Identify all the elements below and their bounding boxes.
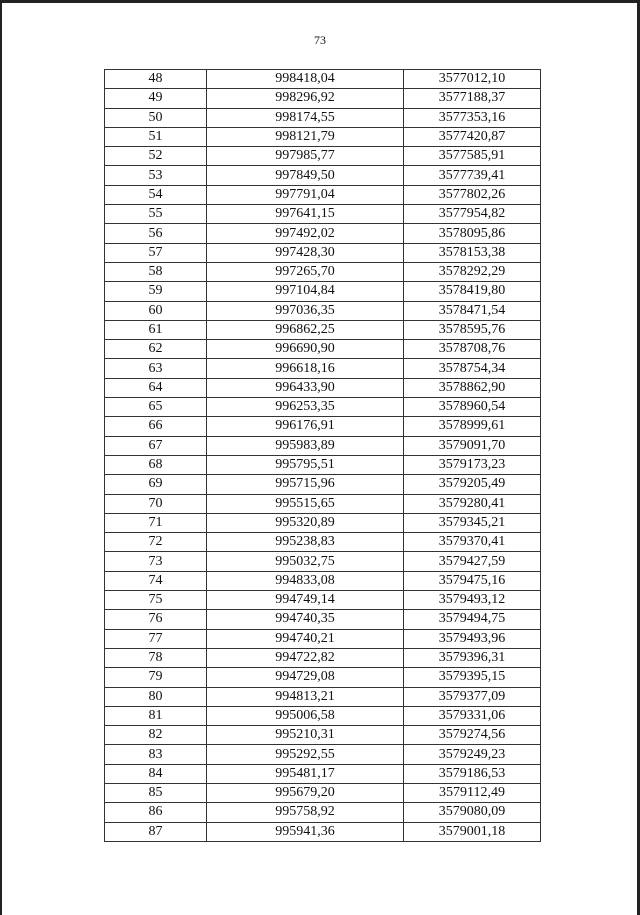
point-number-cell: 64 [105, 378, 207, 397]
y-coordinate-cell: 3579205,49 [404, 475, 541, 494]
y-coordinate-cell: 3578754,34 [404, 359, 541, 378]
table-row [105, 166, 541, 185]
table-row [105, 610, 541, 629]
x-coordinate-cell: 994749,14 [207, 591, 404, 610]
x-coordinate-cell: 998174,55 [207, 108, 404, 127]
x-coordinate-cell: 997849,50 [207, 166, 404, 185]
y-coordinate-cell: 3579331,06 [404, 706, 541, 725]
point-number-cell: 55 [105, 205, 207, 224]
table-row [105, 89, 541, 108]
table-row [105, 783, 541, 802]
point-number-cell: 63 [105, 359, 207, 378]
y-coordinate-cell: 3577012,10 [404, 70, 541, 89]
table-row [105, 552, 541, 571]
x-coordinate-cell: 995515,65 [207, 494, 404, 513]
table-row [105, 494, 541, 513]
table-row [105, 224, 541, 243]
x-coordinate-cell: 994740,35 [207, 610, 404, 629]
point-number-cell: 82 [105, 726, 207, 745]
x-coordinate-cell: 996433,90 [207, 378, 404, 397]
table-row [105, 726, 541, 745]
point-number-cell: 65 [105, 398, 207, 417]
table-row [105, 436, 541, 455]
y-coordinate-cell: 3578595,76 [404, 320, 541, 339]
x-coordinate-cell: 997985,77 [207, 147, 404, 166]
x-coordinate-cell: 996253,35 [207, 398, 404, 417]
point-number-cell: 77 [105, 629, 207, 648]
y-coordinate-cell: 3579493,12 [404, 591, 541, 610]
point-number-cell: 73 [105, 552, 207, 571]
y-coordinate-cell: 3579370,41 [404, 533, 541, 552]
x-coordinate-cell: 994833,08 [207, 571, 404, 590]
y-coordinate-cell: 3578292,29 [404, 262, 541, 281]
x-coordinate-cell: 994813,21 [207, 687, 404, 706]
table-row [105, 591, 541, 610]
y-coordinate-cell: 3577585,91 [404, 147, 541, 166]
y-coordinate-cell: 3578960,54 [404, 398, 541, 417]
point-number-cell: 62 [105, 340, 207, 359]
page-edge-left [0, 0, 2, 915]
y-coordinate-cell: 3578095,86 [404, 224, 541, 243]
y-coordinate-cell: 3577802,26 [404, 185, 541, 204]
table-row [105, 687, 541, 706]
table-row [105, 764, 541, 783]
table-row [105, 455, 541, 474]
point-number-cell: 51 [105, 127, 207, 146]
table-row [105, 147, 541, 166]
y-coordinate-cell: 3577420,87 [404, 127, 541, 146]
point-number-cell: 56 [105, 224, 207, 243]
table-row [105, 571, 541, 590]
point-number-cell: 71 [105, 513, 207, 532]
point-number-cell: 76 [105, 610, 207, 629]
coordinates-table-body [105, 70, 541, 842]
table-row [105, 513, 541, 532]
point-number-cell: 54 [105, 185, 207, 204]
y-coordinate-cell: 3579475,16 [404, 571, 541, 590]
point-number-cell: 58 [105, 262, 207, 281]
point-number-cell: 79 [105, 668, 207, 687]
y-coordinate-cell: 3579173,23 [404, 455, 541, 474]
table-row [105, 185, 541, 204]
x-coordinate-cell: 997492,02 [207, 224, 404, 243]
y-coordinate-cell: 3578708,76 [404, 340, 541, 359]
x-coordinate-cell: 997641,15 [207, 205, 404, 224]
table-row [105, 533, 541, 552]
y-coordinate-cell: 3578419,80 [404, 282, 541, 301]
point-number-cell: 85 [105, 783, 207, 802]
point-number-cell: 49 [105, 89, 207, 108]
point-number-cell: 87 [105, 822, 207, 841]
x-coordinate-cell: 995006,58 [207, 706, 404, 725]
x-coordinate-cell: 997036,35 [207, 301, 404, 320]
point-number-cell: 72 [105, 533, 207, 552]
y-coordinate-cell: 3577188,37 [404, 89, 541, 108]
x-coordinate-cell: 995292,55 [207, 745, 404, 764]
x-coordinate-cell: 997265,70 [207, 262, 404, 281]
point-number-cell: 75 [105, 591, 207, 610]
table-row [105, 648, 541, 667]
point-number-cell: 81 [105, 706, 207, 725]
x-coordinate-cell: 995210,31 [207, 726, 404, 745]
y-coordinate-cell: 3579395,15 [404, 668, 541, 687]
table-row [105, 745, 541, 764]
x-coordinate-cell: 997104,84 [207, 282, 404, 301]
y-coordinate-cell: 3577739,41 [404, 166, 541, 185]
table-row [105, 629, 541, 648]
y-coordinate-cell: 3578999,61 [404, 417, 541, 436]
x-coordinate-cell: 995481,17 [207, 764, 404, 783]
x-coordinate-cell: 995032,75 [207, 552, 404, 571]
y-coordinate-cell: 3579280,41 [404, 494, 541, 513]
table-row [105, 475, 541, 494]
x-coordinate-cell: 995795,51 [207, 455, 404, 474]
y-coordinate-cell: 3577353,16 [404, 108, 541, 127]
point-number-cell: 60 [105, 301, 207, 320]
x-coordinate-cell: 996176,91 [207, 417, 404, 436]
table-row [105, 205, 541, 224]
x-coordinate-cell: 998418,04 [207, 70, 404, 89]
y-coordinate-cell: 3577954,82 [404, 205, 541, 224]
table-row [105, 262, 541, 281]
table-row [105, 803, 541, 822]
y-coordinate-cell: 3578471,54 [404, 301, 541, 320]
point-number-cell: 86 [105, 803, 207, 822]
y-coordinate-cell: 3579377,09 [404, 687, 541, 706]
table-row [105, 359, 541, 378]
table-row [105, 706, 541, 725]
x-coordinate-cell: 995238,83 [207, 533, 404, 552]
y-coordinate-cell: 3579080,09 [404, 803, 541, 822]
y-coordinate-cell: 3579345,21 [404, 513, 541, 532]
point-number-cell: 69 [105, 475, 207, 494]
table-row [105, 320, 541, 339]
table-row [105, 282, 541, 301]
page-number: 73 [314, 33, 326, 47]
point-number-cell: 53 [105, 166, 207, 185]
coordinates-table [104, 69, 541, 842]
x-coordinate-cell: 995941,36 [207, 822, 404, 841]
page-edge-top [0, 0, 640, 3]
table-row [105, 301, 541, 320]
table-row [105, 127, 541, 146]
x-coordinate-cell: 996618,16 [207, 359, 404, 378]
table-row [105, 243, 541, 262]
point-number-cell: 67 [105, 436, 207, 455]
x-coordinate-cell: 994722,82 [207, 648, 404, 667]
y-coordinate-cell: 3579001,18 [404, 822, 541, 841]
table-row [105, 108, 541, 127]
y-coordinate-cell: 3579494,75 [404, 610, 541, 629]
y-coordinate-cell: 3579112,49 [404, 783, 541, 802]
point-number-cell: 48 [105, 70, 207, 89]
table-row [105, 378, 541, 397]
table-row [105, 417, 541, 436]
x-coordinate-cell: 996690,90 [207, 340, 404, 359]
table-row [105, 822, 541, 841]
y-coordinate-cell: 3579186,53 [404, 764, 541, 783]
point-number-cell: 84 [105, 764, 207, 783]
table-row [105, 398, 541, 417]
point-number-cell: 74 [105, 571, 207, 590]
point-number-cell: 70 [105, 494, 207, 513]
x-coordinate-cell: 995320,89 [207, 513, 404, 532]
x-coordinate-cell: 996862,25 [207, 320, 404, 339]
point-number-cell: 52 [105, 147, 207, 166]
point-number-cell: 61 [105, 320, 207, 339]
point-number-cell: 80 [105, 687, 207, 706]
table-row [105, 70, 541, 89]
x-coordinate-cell: 995983,89 [207, 436, 404, 455]
point-number-cell: 83 [105, 745, 207, 764]
y-coordinate-cell: 3578153,38 [404, 243, 541, 262]
y-coordinate-cell: 3579274,56 [404, 726, 541, 745]
y-coordinate-cell: 3579427,59 [404, 552, 541, 571]
y-coordinate-cell: 3578862,90 [404, 378, 541, 397]
x-coordinate-cell: 995758,92 [207, 803, 404, 822]
point-number-cell: 50 [105, 108, 207, 127]
x-coordinate-cell: 998121,79 [207, 127, 404, 146]
x-coordinate-cell: 994729,08 [207, 668, 404, 687]
y-coordinate-cell: 3579493,96 [404, 629, 541, 648]
x-coordinate-cell: 995715,96 [207, 475, 404, 494]
point-number-cell: 68 [105, 455, 207, 474]
y-coordinate-cell: 3579091,70 [404, 436, 541, 455]
table-row [105, 668, 541, 687]
x-coordinate-cell: 997791,04 [207, 185, 404, 204]
point-number-cell: 78 [105, 648, 207, 667]
point-number-cell: 57 [105, 243, 207, 262]
x-coordinate-cell: 997428,30 [207, 243, 404, 262]
y-coordinate-cell: 3579249,23 [404, 745, 541, 764]
y-coordinate-cell: 3579396,31 [404, 648, 541, 667]
x-coordinate-cell: 994740,21 [207, 629, 404, 648]
x-coordinate-cell: 998296,92 [207, 89, 404, 108]
table-row [105, 340, 541, 359]
x-coordinate-cell: 995679,20 [207, 783, 404, 802]
point-number-cell: 59 [105, 282, 207, 301]
point-number-cell: 66 [105, 417, 207, 436]
